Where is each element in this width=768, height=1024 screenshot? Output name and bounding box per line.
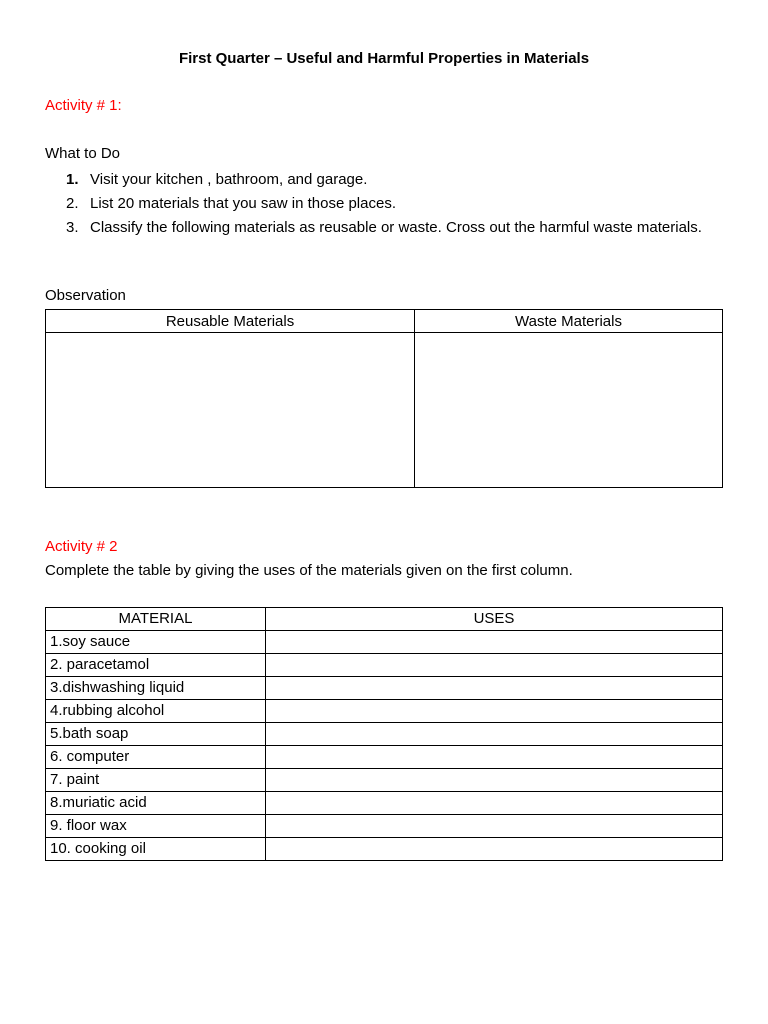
- activity-2-heading: Activity # 2: [45, 538, 118, 555]
- waste-materials-cell[interactable]: [415, 333, 723, 488]
- table-row: [46, 333, 723, 488]
- step-text: Classify the following materials as reusable or waste. Cross out the harmful waste materials.: [90, 219, 702, 236]
- steps-list: [45, 168, 705, 240]
- step-number: 1.: [66, 171, 79, 188]
- activity-1-heading: Activity # 1:: [45, 97, 122, 114]
- material-cell: 5.bath soap: [46, 723, 266, 746]
- step-text: Visit your kitchen , bathroom, and garage.: [90, 171, 368, 188]
- table-row: [46, 700, 723, 723]
- what-to-do-label: What to Do: [45, 145, 121, 162]
- step-number: 3.: [66, 219, 79, 236]
- material-cell: 1.soy sauce: [46, 631, 266, 654]
- table-row: [46, 792, 723, 815]
- uses-cell[interactable]: [266, 769, 723, 792]
- uses-cell[interactable]: [266, 700, 723, 723]
- material-cell: 10. cooking oil: [46, 838, 266, 861]
- uses-cell[interactable]: [266, 746, 723, 769]
- step-number: 2.: [66, 195, 79, 212]
- reusable-materials-cell[interactable]: [46, 333, 415, 488]
- column-header-material: MATERIAL: [46, 608, 266, 631]
- table-header-row: [46, 608, 723, 631]
- material-cell: 3.dishwashing liquid: [46, 677, 266, 700]
- uses-cell[interactable]: [266, 677, 723, 700]
- uses-cell[interactable]: [266, 792, 723, 815]
- table-header-row: [46, 310, 723, 333]
- uses-cell[interactable]: [266, 654, 723, 677]
- uses-cell[interactable]: [266, 631, 723, 654]
- column-header-reusable: Reusable Materials: [46, 310, 415, 333]
- list-item: [45, 216, 705, 240]
- page-title: First Quarter – Useful and Harmful Properties in Materials: [178, 50, 590, 67]
- table-row: [46, 677, 723, 700]
- material-cell: 6. computer: [46, 746, 266, 769]
- table-row: [46, 723, 723, 746]
- column-header-uses: USES: [266, 608, 723, 631]
- activity-2-instruction: Complete the table by giving the uses of the materials given on the first column.: [45, 562, 573, 579]
- table-row: [46, 654, 723, 677]
- table-row: [46, 815, 723, 838]
- material-cell: 7. paint: [46, 769, 266, 792]
- material-cell: 2. paracetamol: [46, 654, 266, 677]
- list-item: [45, 168, 705, 192]
- observation-table: [45, 309, 723, 488]
- list-item: [45, 192, 705, 216]
- table-row: [46, 838, 723, 861]
- uses-cell[interactable]: [266, 815, 723, 838]
- uses-cell[interactable]: [266, 838, 723, 861]
- material-cell: 8.muriatic acid: [46, 792, 266, 815]
- table-row: [46, 631, 723, 654]
- column-header-waste: Waste Materials: [415, 310, 723, 333]
- table-row: [46, 769, 723, 792]
- table-row: [46, 746, 723, 769]
- materials-table: [45, 607, 723, 861]
- material-cell: 4.rubbing alcohol: [46, 700, 266, 723]
- step-text: List 20 materials that you saw in those places.: [90, 195, 396, 212]
- material-cell: 9. floor wax: [46, 815, 266, 838]
- uses-cell[interactable]: [266, 723, 723, 746]
- observation-label: Observation: [45, 287, 126, 304]
